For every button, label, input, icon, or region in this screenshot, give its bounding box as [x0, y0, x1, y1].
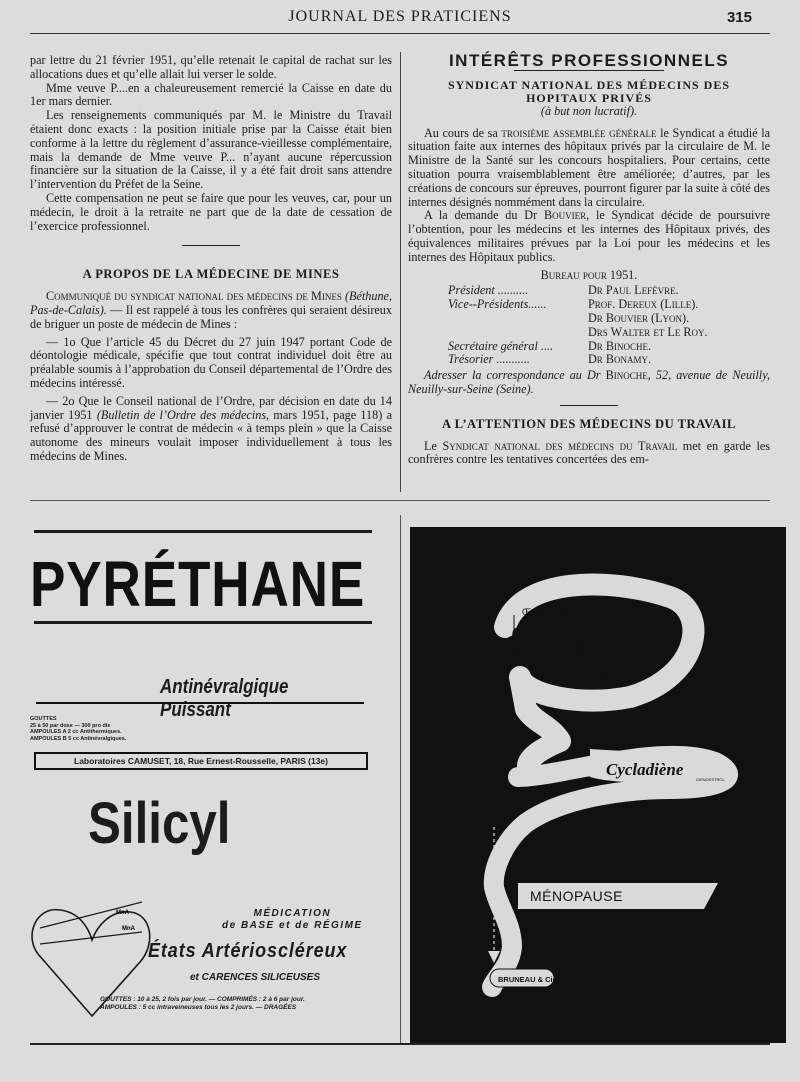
bureau-row [408, 312, 770, 326]
oestrogene-label: ŒSTROGÈNE [522, 607, 596, 617]
bureau-name: Dr Paul Lefèvre. [588, 283, 679, 298]
text: Au cours de sa [424, 125, 502, 140]
syndicat-paragraph-1 [408, 127, 770, 210]
dose-line: GOUTTES : 10 à 25, 2 fois par jour. — COMPRIMÉS : 2 à 6 par jour. [100, 996, 305, 1003]
text: Le [424, 438, 443, 453]
mines-p2-a: — 2o Que le Conseil national de l’Ordre, par décision en date du 14 janvier 1951 [30, 393, 392, 422]
laboratory-band: Laboratoires CAMUSET, 18, Rue Ernest-Rousselle, PARIS (13e) [34, 752, 368, 770]
bureau-role [448, 326, 588, 340]
cycladiene-brand: Cycladiène [606, 760, 684, 779]
separator [560, 405, 618, 406]
bureau-role: Trésorier ........... [448, 352, 530, 367]
rubric-title: INTÉRÊTS PROFESSIONNELS [448, 51, 730, 70]
bureau-role: Président .......... [448, 283, 529, 298]
mines-title: A PROPOS DE LA MÉDECINE DE MINES [82, 267, 340, 282]
paragraph: Cette compensation ne peut se faire que pour les veuves, car, pour un médecin, le droit à la retraite ne part que de la date de cessation de l’exercice professionnel. [30, 190, 392, 233]
text: , 52, avenue de Neuilly, Neuilly-sur-Seine (Seine). [408, 368, 770, 396]
text-sc: troisième assemblée générale [501, 125, 657, 140]
bureau-name: Prof. Dereux (Lille). [588, 297, 699, 312]
paragraph: Les renseignements communiqués par M. le Ministre du Travail étaient donc exacts : la position initiale prise par la Caisse était bien conforme à la lettre du règlement d’assurance-vieillesse complémentaire, mais la demande de Mme veuve P... n’ayant aucune répercussion financière sur la situation de la Caisse, il y a été fait droit sans attendre l’intervention du Préfet de la Seine. [30, 108, 392, 192]
text: A la demande du Dr [424, 208, 544, 223]
medication-line: de BASE et de RÉGIME [222, 920, 363, 931]
bureau-heading: Bureau pour 1951. [540, 267, 638, 282]
pyrethane-dosage: GOUTTES 25 à 50 par dose — 300 pro die AMPOULES A 2 cc Antithermiques. AMPOULES B 5 cc Antinévralgiques. [30, 716, 127, 742]
paragraph: par lettre du 21 février 1951, qu’elle retenait le capital de rachat sur les allocations dues et qu’elle allait lui verser le solde. [30, 53, 392, 81]
syndicat-paragraph-2 [408, 209, 770, 264]
bureau-row [408, 340, 770, 354]
hypophyse-label: DE L’HYPOPHYSE [548, 672, 638, 681]
section-rule [30, 500, 770, 501]
tagline-rule [36, 702, 364, 704]
cycladiene-artwork [410, 527, 786, 1043]
arrow-line [40, 932, 142, 944]
bureau-row [408, 284, 770, 298]
mines-intro-rest: — Il est rappelé à tous les confrères qui seraient désireux de briguer un poste de médecin de Mines : [30, 302, 392, 331]
journal-title: JOURNAL DES PRATICIENS [288, 8, 512, 25]
silicyl-dosage [100, 996, 305, 1012]
mines-point-2 [30, 395, 392, 464]
bureau-row [408, 298, 770, 312]
bureau-role [448, 312, 588, 326]
bureau-role: Vice--Présidents...... [448, 297, 547, 312]
text-sc: Bouvier [543, 208, 587, 223]
mines-intro [30, 290, 392, 331]
syndicat-title-1: SYNDICAT NATIONAL DES MÉDECINS DES [447, 77, 731, 92]
mines-p2-italic: (Bulletin de l’Ordre des médecins, [96, 407, 270, 422]
bureau-name: Drs Walter et Le Roy. [588, 324, 708, 339]
bureau-row [408, 353, 770, 367]
page-number: 315 [726, 9, 752, 26]
bottom-rule [30, 1043, 770, 1045]
silicyl-medication [222, 908, 363, 932]
text-sc: Binoche [605, 368, 648, 383]
ad-cycladiene [410, 527, 786, 1043]
ad-pyrethane-silicyl [30, 520, 388, 1040]
menopause-label: MÉNOPAUSE [530, 888, 623, 904]
travail-title: A L’ATTENTION DES MÉDECINS DU TRAVAIL [442, 416, 736, 431]
bureau-row [408, 326, 770, 340]
dienoestrol-label: DIENOESTROL [696, 777, 725, 782]
paragraph: Mme veuve P....en a chaleureusement remercié la Caisse en date du 1er mars dernier. [30, 80, 392, 109]
silicyl-brand: Silicyl [88, 791, 231, 856]
silicyl-carences: et CARENCES SILICEUSES [190, 972, 321, 983]
travail-paragraph [408, 440, 770, 468]
right-column [408, 51, 771, 467]
separator [182, 245, 240, 246]
bruneau-label: BRUNEAU & Cie [498, 975, 557, 984]
column-divider [400, 52, 401, 492]
bureau-name: Dr Bonamy. [588, 352, 652, 367]
left-column [30, 54, 392, 464]
mines-point-1: — 1o Que l’article 45 du Décret du 27 juin 1947 portant Code de déontologie médicale, spécifie que tout contrat individuel doit être au préalable soumis à l’approbation du Conseil départemental de l’Ordre des médecins intéressé. [30, 334, 392, 390]
frein-label: frein [508, 619, 608, 671]
dose-line: AMPOULES : 5 cc intraveineuses tous les 2 jours. — DRAGÉES [100, 1004, 297, 1011]
medication-line: MÉDICATION [253, 908, 332, 919]
text: , le Syndicat décide de poursuivre l’obtention, pour les médecins et les internes des Hôpitaux privés, des équivalences militaires prévues par la Loi pour les médecins et les internes des Hôpitaux publics. [408, 208, 770, 264]
bureau-list [408, 284, 770, 367]
pyrethane-tagline: Antinévralgique Puissant [160, 676, 289, 721]
silicyl-indication: États Artérioscléreux [148, 940, 348, 962]
text: Adresser la correspondance au Dr [424, 368, 606, 383]
text: met en garde les confrères contre les tentatives concertées des em- [408, 438, 771, 467]
syndicat-subtitle: (à but non lucratif). [540, 103, 638, 118]
mines-intro-sc: Communiqué du syndicat national des médecins de Mines [46, 289, 342, 304]
ad-bar [34, 621, 372, 624]
mna-label: MnA [122, 926, 135, 932]
ad-divider [400, 515, 401, 1045]
ribbon-shape [492, 756, 728, 987]
bureau-name: Dr Bouvier (Lyon). [588, 310, 690, 325]
mines-p2-b: mars 1951, page 118) a refusé d’approuver le contrat de médecin « à temps plein » que la Caisse autonome des mineurs voulait imposer individuellement à tous les médecins de Mines. [30, 407, 392, 463]
mines-intro-place: (Béthune, Pas-de-Calais). [30, 289, 392, 317]
text-sc: Syndicat national des médecins du Travail [442, 438, 678, 453]
text: le Syndicat a étudié la situation faite aux internes des hôpitaux privés par la circulaire de M. le Ministre de la Santé sur les concours hospitaliers. Pour certains, cette situation pourra vraisemblablement être améliorée; d’autres, par les créations de concours sur épreuves, pourront figurer par la suite à côté des internes désignés nommément dans la circulaire. [408, 125, 770, 209]
bureau-name: Dr Binoche. [588, 338, 652, 353]
address-line [408, 369, 770, 397]
ad-top-bar [34, 530, 372, 533]
mna-label: MnA [116, 910, 129, 916]
header-rule [30, 33, 770, 34]
bureau-role: Secrétaire général .... [448, 338, 554, 353]
pyrethane-brand: PYRÉTHANE [30, 548, 366, 620]
syndicat-title-2: HOPITAUX PRIVÉS [526, 90, 652, 105]
